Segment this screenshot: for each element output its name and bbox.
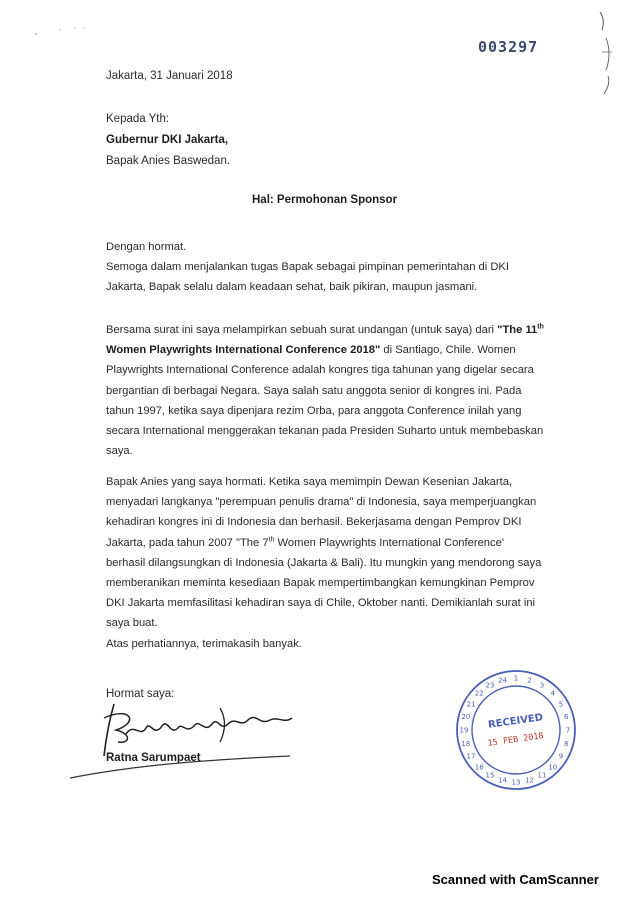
stamp-ring-number: 11 (537, 771, 547, 780)
stamp-ring-number: 15 (485, 771, 495, 780)
closing-phrase: Hormat saya: (106, 688, 175, 700)
stamp-ring-number: 10 (548, 763, 558, 772)
paragraph-3 (106, 472, 546, 654)
stamp-ring-number: 21 (466, 700, 476, 709)
scanner-watermark: Scanned with CamScanner (432, 872, 599, 887)
conference-title-sup: th (537, 323, 544, 331)
scan-speck-marks (0, 0, 638, 120)
stamp-ring-number: 19 (459, 726, 469, 735)
paragraph-2-body: di Santiago, Chile. Women Playwrights International Conference adalah kongres tiga tahunan yang digelar secara bergantian di berbagai Negara. Saya salah satu anggota senior di kongres ini. Pada tahun 1997, ketika saya dipenjara rezim Orba, para anggota Conference inilah yang secara International menggerakan tekanan pada Presiden Suharto untuk membebaskan saya. (106, 344, 544, 458)
address-line-2: Gubernur DKI Jakarta, (106, 134, 229, 146)
stamp-ring-number: 13 (511, 778, 521, 787)
handwritten-signature (70, 698, 310, 790)
stamp-ring-number: 17 (466, 752, 476, 761)
address-line-1: Kepada Yth: (106, 113, 170, 125)
letter-date: Jakarta, 31 Januari 2018 (106, 70, 233, 82)
stamp-ring-number: 6 (563, 713, 569, 721)
stamp-ring-number: 2 (527, 676, 532, 685)
stamp-ring-number: 8 (563, 740, 569, 748)
stamp-ring-number: 3 (539, 681, 545, 690)
paragraph-3-body-a: Bapak Anies yang saya hormati. Ketika saya memimpin Dewan Kesenian Jakarta, menyadari langkanya "perempuan penulis drama" di Indonesia, saya memperjuangkan kehadiran kongres ini di Indonesia dan berhasil. Bekerjasama dengan Pemprov DKI Jakarta, pada tahun 2007 "The 7 (106, 476, 537, 549)
address-line-3: Bapak Anies Baswedan. (106, 155, 231, 167)
stamp-ring-number: 22 (474, 689, 484, 698)
salutation: Dengan hormat. (106, 241, 187, 253)
stamp-ring-number: 18 (461, 740, 471, 748)
stamp-ring-number: 23 (485, 681, 495, 690)
stamp-ring-number: 5 (558, 700, 564, 709)
conference-title-pre: "The 11 (497, 324, 538, 336)
recipient-address (106, 109, 230, 172)
document-number: 003297 (478, 38, 539, 56)
paragraph-1-body: Semoga dalam menjalankan tugas Bapak sebagai pimpinan pemerintahan di DKI Jakarta, Bapak selalu dalam keadaan sehat, baik pikiran, maupun jasmani. (106, 261, 510, 294)
stamp-ring-number: 4 (550, 689, 556, 698)
stamp-ring-number: 12 (525, 776, 534, 785)
conference-title-post: Women Playwrights International Conference 2018" (106, 344, 381, 357)
stamp-ring-number: 20 (461, 713, 471, 721)
paragraph-2-intro: Bersama surat ini saya melampirkan sebuah surat undangan (untuk saya) dari (106, 324, 495, 336)
paragraph-3-thanks: Atas perhatiannya, terimakasih banyak. (106, 637, 302, 650)
paragraph-2 (106, 320, 546, 461)
received-stamp (454, 668, 578, 792)
paragraph-3-sup: th (268, 535, 275, 543)
stamp-ring-number: 7 (565, 726, 571, 735)
letter-subject: Hal: Permohonan Sponsor (252, 194, 398, 206)
stamp-received-label: RECEIVED (487, 712, 544, 731)
stamp-ring-number: 1 (513, 674, 519, 683)
paragraph-3-body-b: Women Playwrights International Conference' berhasil dilangsungkan di Indonesia (Jakarta & Bali). Itu mungkin yang mendorong saya memberanikan meminta kesediaan Bapak mempertimbangkan kemungkinan Pemprov DKI Jakarta memfasilitasi kehadiran saya di Chile, Oktober nanti. Demikianlah surat ini saya buat. (106, 536, 542, 630)
paragraph-1 (106, 237, 546, 298)
stamp-ring-number: 16 (474, 763, 484, 772)
stamp-date: 15 FEB 2018 (487, 731, 545, 749)
margin-pen-marks (592, 8, 622, 98)
stamp-ring-number: 14 (498, 776, 507, 785)
signatory-name: Ratna Sarumpaet (106, 752, 201, 764)
stamp-ring-number: 24 (498, 676, 507, 685)
stamp-ring-number: 9 (558, 752, 564, 761)
